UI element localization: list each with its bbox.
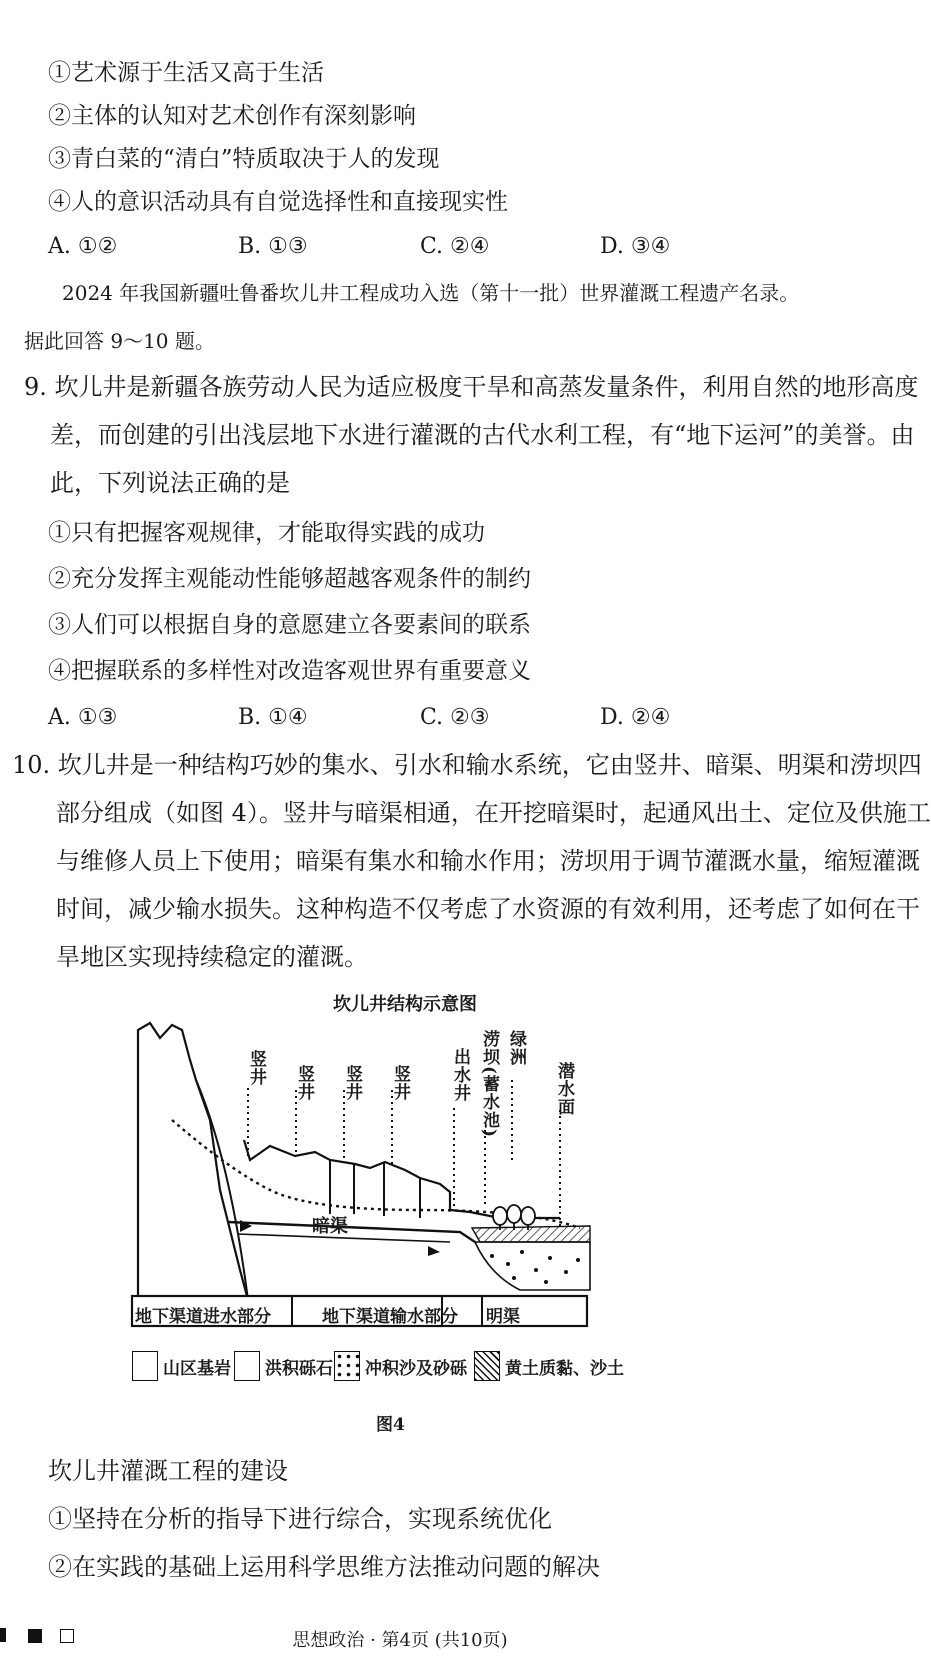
q9-stem-line-1: 9. 坎儿井是新疆各族劳动人民为适应极度干旱和高蒸发量条件，利用自然的地形高度 <box>24 373 919 401</box>
oasis-label: 绿洲 <box>506 1030 526 1066</box>
legend-gravel <box>234 1350 333 1382</box>
legend-swatch-alluvial <box>334 1351 360 1381</box>
figure-caption: 图4 <box>376 1415 405 1435</box>
legend-label-alluvial: 冲积沙及砂砾 <box>365 1358 467 1379</box>
q8-statement-2: ②主体的认知对艺术创作有深刻影响 <box>48 103 416 129</box>
legend-alluvial <box>334 1350 467 1382</box>
q9-option-c: C. ②③ <box>420 705 490 730</box>
q9-option-b: B. ①④ <box>238 705 308 730</box>
outlet-well-label: 出水井 <box>450 1048 470 1102</box>
q10-stem-line-1: 10. 坎儿井是一种结构巧妙的集水、引水和输水系统，它由竖井、暗渠、明渠和涝坝四 <box>12 751 922 779</box>
water-table-label: 潜水面 <box>554 1062 574 1116</box>
q10-statement-2: ②在实践的基础上运用科学思维方法推动问题的解决 <box>48 1553 600 1581</box>
legend-label-loess: 黄土质黏、沙土 <box>505 1358 624 1379</box>
q8-statement-4: ④人的意识活动具有自觉选择性和直接现实性 <box>48 189 508 215</box>
legend-bedrock <box>132 1350 231 1382</box>
q10-stem-line-2: 部分组成（如图 4）。竖井与暗渠相通，在开挖暗渠时，起通风出土、定位及供施工 <box>56 799 931 827</box>
loess-layer <box>472 1226 590 1242</box>
q9-stem-line-2: 差，而创建的引出浅层地下水进行灌溉的古代水利工程，有“地下运河”的美誉。由 <box>50 421 915 449</box>
shaft-label-1: 竖井 <box>246 1050 266 1086</box>
section-transport: 地下渠道输水部分 <box>322 1307 458 1327</box>
legend-loess <box>474 1350 624 1382</box>
dam-label: 涝坝(蓄水池) <box>479 1030 499 1139</box>
tunnel-label: 暗渠 <box>312 1216 348 1237</box>
q9-stem-line-3: 此，下列说法正确的是 <box>50 469 290 497</box>
q8-option-b: B. ①③ <box>238 234 308 259</box>
q10-stem-line-4: 时间，减少输水损失。这种构造不仅考虑了水资源的有效利用，还考虑了如何在干 <box>56 895 920 923</box>
section-open-channel: 明渠 <box>486 1307 520 1327</box>
figure-title: 坎儿井结构示意图 <box>333 994 477 1015</box>
intro-line-2: 据此回答 9～10 题。 <box>24 329 215 353</box>
q8-option-a: A. ①② <box>48 234 118 259</box>
q9-statement-3: ③人们可以根据自身的意愿建立各要素间的联系 <box>48 612 531 638</box>
q10-stem-line-5: 旱地区实现持续稳定的灌溉。 <box>56 943 368 971</box>
q9-statement-1: ①只有把握客观规律，才能取得实践的成功 <box>48 520 485 546</box>
page-footer: 思想政治 · 第4页 (共10页) <box>292 1630 508 1651</box>
legend-swatch-gravel <box>234 1351 260 1381</box>
intro-line-1: 2024 年我国新疆吐鲁番坎儿井工程成功入选（第十一批）世界灌溉工程遗产名录。 <box>62 281 800 305</box>
mountain-bedrock <box>138 1023 250 1320</box>
q9-option-d: D. ②④ <box>600 705 671 730</box>
q8-statement-3: ③青白菜的“清白”特质取决于人的发现 <box>48 146 440 172</box>
q10-prompt: 坎儿井灌溉工程的建设 <box>48 1457 288 1485</box>
alluvial-sand-area <box>475 1242 590 1290</box>
shaft-label-4: 竖井 <box>390 1065 410 1101</box>
oasis-trees <box>493 1205 535 1230</box>
q10-stem-line-3: 与维修人员上下使用；暗渠有集水和输水作用；涝坝用于调节灌溉水量，缩短灌溉 <box>56 847 920 875</box>
tunnel-top <box>228 1222 490 1258</box>
shaft-label-2: 竖井 <box>294 1065 314 1101</box>
legend-swatch-loess <box>474 1351 500 1381</box>
q9-option-a: A. ①③ <box>48 705 118 730</box>
q8-statement-1: ①艺术源于生活又高于生活 <box>48 60 324 86</box>
q8-option-d: D. ③④ <box>600 234 671 259</box>
section-intake: 地下渠道进水部分 <box>135 1307 271 1327</box>
legend-swatch-bedrock <box>132 1351 158 1381</box>
legend-label-gravel: 洪积砾石 <box>265 1358 333 1379</box>
shaft-label-3: 竖井 <box>342 1065 362 1101</box>
flow-arrow-2 <box>428 1246 440 1256</box>
legend-label-bedrock: 山区基岩 <box>163 1358 231 1379</box>
q10-statement-1: ①坚持在分析的指导下进行综合，实现系统优化 <box>48 1505 552 1533</box>
q9-statement-4: ④把握联系的多样性对改造客观世界有重要意义 <box>48 658 531 684</box>
q8-option-c: C. ②④ <box>420 234 490 259</box>
q9-statement-2: ②充分发挥主观能动性能够超越客观条件的制约 <box>48 566 531 592</box>
